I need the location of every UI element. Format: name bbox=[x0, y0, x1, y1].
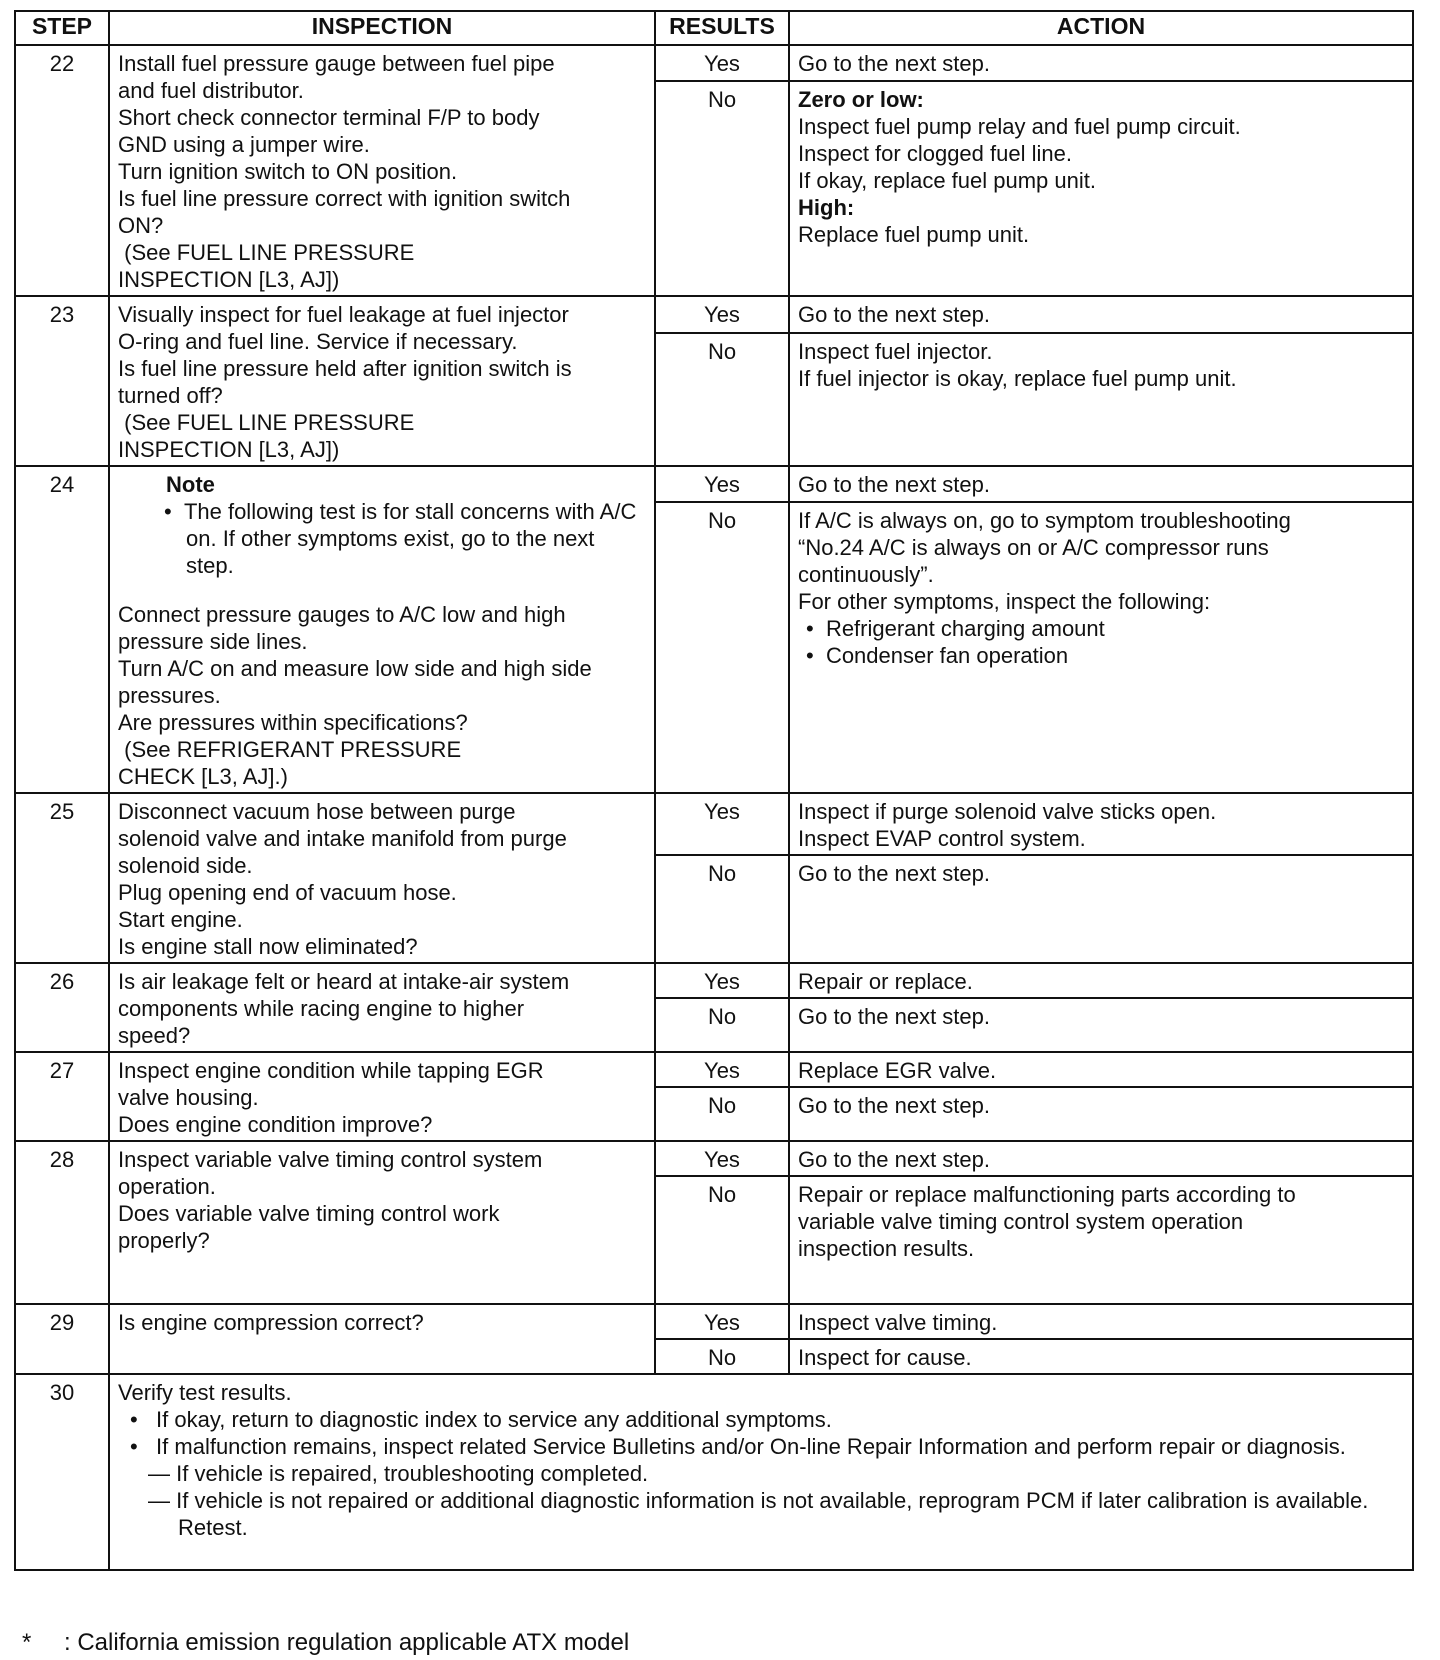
action-no: Inspect for cause. bbox=[789, 1339, 1413, 1374]
inspection-line: Install fuel pressure gauge between fuel pipe bbox=[118, 51, 555, 76]
inspection-line: operation. bbox=[118, 1174, 216, 1199]
note-bullet: • The following test is for stall concerns with A/C on. If other symptoms exist, go to the next step. bbox=[164, 499, 637, 578]
action-line: Inspect fuel injector. bbox=[798, 338, 993, 364]
action-bullet: • Condenser fan operation bbox=[806, 642, 1069, 668]
inspection-line: Visually inspect for fuel leakage at fuel injector bbox=[118, 302, 569, 327]
action-bullet-text: Condenser fan operation bbox=[825, 642, 1069, 668]
step-number: 29 bbox=[15, 1304, 109, 1374]
action-line: Inspect for clogged fuel line. bbox=[798, 141, 1072, 167]
action-line: If okay, replace fuel pump unit. bbox=[798, 168, 1096, 194]
inspection-line: Is air leakage felt or heard at intake-air system bbox=[118, 969, 570, 994]
result-yes: Yes bbox=[655, 793, 789, 855]
result-no: No bbox=[655, 1339, 789, 1374]
step-22-inspection bbox=[109, 45, 655, 296]
inspection-reference: INSPECTION [L3, AJ]) bbox=[118, 267, 340, 292]
troubleshooting-table bbox=[14, 10, 1414, 1571]
header-inspection: INSPECTION bbox=[109, 11, 655, 45]
step-30-row bbox=[15, 1374, 1413, 1570]
inspection-line: speed? bbox=[118, 1023, 191, 1048]
step-29-row-yes bbox=[15, 1304, 1413, 1339]
action-subheading: Zero or low: bbox=[798, 87, 924, 113]
diagnostic-table-sheet bbox=[14, 10, 1412, 1571]
result-no: No bbox=[655, 1176, 789, 1304]
verify-subitem: — If vehicle is repaired, troubleshooting completed. bbox=[148, 1461, 649, 1486]
inspection-line: Turn ignition switch to ON position. bbox=[118, 159, 458, 184]
action-yes: Go to the next step. bbox=[789, 296, 1413, 333]
inspection-line: Is fuel line pressure held after ignition switch is bbox=[118, 356, 572, 381]
inspection-line: solenoid side. bbox=[118, 853, 253, 878]
result-yes: Yes bbox=[655, 45, 789, 81]
inspection-line: solenoid valve and intake manifold from purge bbox=[118, 826, 567, 851]
inspection-line: properly? bbox=[118, 1228, 210, 1253]
header-row bbox=[15, 11, 1413, 45]
verify-subitem: — If vehicle is not repaired or additional diagnostic information is not available, reprogram PCM if later calibration is available. Retest. bbox=[148, 1488, 1369, 1540]
action-no: Go to the next step. bbox=[789, 998, 1413, 1052]
header-results: RESULTS bbox=[655, 11, 789, 45]
result-yes: Yes bbox=[655, 466, 789, 502]
inspection-reference: (See REFRIGERANT PRESSURE bbox=[118, 737, 462, 762]
result-no: No bbox=[655, 855, 789, 963]
result-no: No bbox=[655, 81, 789, 296]
verify-bullet: • If okay, return to diagnostic index to service any additional symptoms. bbox=[130, 1407, 832, 1432]
step-27-row-yes bbox=[15, 1052, 1413, 1087]
action-yes: Go to the next step. bbox=[789, 1141, 1413, 1176]
action-line: “No.24 A/C is always on or A/C compressor runs bbox=[798, 534, 1269, 560]
inspection-reference: (See FUEL LINE PRESSURE bbox=[118, 410, 415, 435]
step-number: 26 bbox=[15, 963, 109, 1052]
verify-bullet: • If malfunction remains, inspect related Service Bulletins and/or On-line Repair Information and perform repair or diagnosis. bbox=[130, 1434, 1346, 1459]
step-26-inspection bbox=[109, 963, 655, 1052]
result-yes: Yes bbox=[655, 1052, 789, 1087]
inspection-line: valve housing. bbox=[118, 1085, 259, 1110]
action-line: If fuel injector is okay, replace fuel pump unit. bbox=[798, 365, 1237, 391]
inspection-line: Are pressures within specifications? bbox=[118, 710, 468, 735]
inspection-line: Is engine stall now eliminated? bbox=[118, 934, 418, 959]
action-line: Inspect EVAP control system. bbox=[798, 826, 1086, 851]
action-line: inspection results. bbox=[798, 1236, 975, 1261]
action-no bbox=[789, 502, 1413, 793]
inspection-reference: (See FUEL LINE PRESSURE bbox=[118, 240, 415, 265]
action-line: If A/C is always on, go to symptom troubleshooting bbox=[798, 507, 1291, 533]
step-25-row-yes bbox=[15, 793, 1413, 855]
step-23-inspection bbox=[109, 296, 655, 466]
result-no: No bbox=[655, 1087, 789, 1141]
result-no: No bbox=[655, 998, 789, 1052]
action-no bbox=[789, 1176, 1413, 1304]
step-number: 27 bbox=[15, 1052, 109, 1141]
step-24-row-yes bbox=[15, 466, 1413, 502]
action-bullet-text: Refrigerant charging amount bbox=[825, 615, 1105, 641]
action-line: Inspect if purge solenoid valve sticks open. bbox=[798, 799, 1217, 824]
action-line: Inspect fuel pump relay and fuel pump circuit. bbox=[798, 114, 1241, 140]
action-yes bbox=[789, 793, 1413, 855]
step-24-inspection bbox=[109, 466, 655, 793]
result-yes: Yes bbox=[655, 1141, 789, 1176]
action-yes: Inspect valve timing. bbox=[789, 1304, 1413, 1339]
step-22-row-yes bbox=[15, 45, 1413, 81]
inspection-line: turned off? bbox=[118, 383, 223, 408]
step-28-inspection bbox=[109, 1141, 655, 1304]
verify-subitem-text: If vehicle is repaired, troubleshooting completed. bbox=[176, 1461, 649, 1486]
inspection-line: Connect pressure gauges to A/C low and high bbox=[118, 602, 566, 627]
inspection-line: pressures. bbox=[118, 683, 221, 708]
inspection-line: Inspect engine condition while tapping EGR bbox=[118, 1058, 544, 1083]
action-line: Repair or replace malfunctioning parts according to bbox=[798, 1182, 1296, 1207]
note-heading: Note bbox=[166, 472, 215, 497]
header-action: ACTION bbox=[789, 11, 1413, 45]
step-25-inspection bbox=[109, 793, 655, 963]
inspection-line: pressure side lines. bbox=[118, 629, 308, 654]
inspection-line: and fuel distributor. bbox=[118, 78, 304, 103]
verify-subitem-text: If vehicle is not repaired or additional diagnostic information is not available, reprogram PCM if later calibration is available. Retest. bbox=[176, 1488, 1369, 1540]
step-number: 30 bbox=[15, 1374, 109, 1570]
action-bullet: • Refrigerant charging amount bbox=[806, 615, 1105, 641]
result-yes: Yes bbox=[655, 296, 789, 333]
step-28-row-yes bbox=[15, 1141, 1413, 1176]
action-line: variable valve timing control system operation bbox=[798, 1209, 1244, 1234]
inspection-line: ON? bbox=[118, 213, 164, 238]
action-no: Go to the next step. bbox=[789, 855, 1413, 963]
step-number: 25 bbox=[15, 793, 109, 963]
inspection-line: Short check connector terminal F/P to body bbox=[118, 105, 540, 130]
inspection-reference: CHECK [L3, AJ].) bbox=[118, 764, 288, 789]
header-step: STEP bbox=[15, 11, 109, 45]
verify-bullet-text: If okay, return to diagnostic index to service any additional symptoms. bbox=[156, 1407, 832, 1432]
verify-bullet-text: If malfunction remains, inspect related Service Bulletins and/or On-line Repair Information and perform repair or diagnosis. bbox=[156, 1434, 1346, 1459]
action-line: For other symptoms, inspect the following: bbox=[798, 588, 1211, 614]
inspection-line: O-ring and fuel line. Service if necessary. bbox=[118, 329, 518, 354]
step-27-inspection bbox=[109, 1052, 655, 1141]
inspection-line: Is fuel line pressure correct with ignition switch bbox=[118, 186, 571, 211]
action-no bbox=[789, 81, 1413, 296]
step-30-verification bbox=[109, 1374, 1413, 1570]
step-number: 24 bbox=[15, 466, 109, 793]
action-yes: Go to the next step. bbox=[789, 466, 1413, 502]
action-yes: Replace EGR valve. bbox=[789, 1052, 1413, 1087]
action-no bbox=[789, 333, 1413, 467]
action-no: Go to the next step. bbox=[789, 1087, 1413, 1141]
action-subheading: High: bbox=[798, 195, 855, 221]
action-yes: Repair or replace. bbox=[789, 963, 1413, 998]
step-number: 23 bbox=[15, 296, 109, 466]
step-number: 28 bbox=[15, 1141, 109, 1304]
result-yes: Yes bbox=[655, 1304, 789, 1339]
result-no: No bbox=[655, 333, 789, 467]
inspection-line: Does variable valve timing control work bbox=[118, 1201, 500, 1226]
footnote bbox=[22, 1629, 629, 1657]
inspection-reference: INSPECTION [L3, AJ]) bbox=[118, 437, 340, 462]
action-line: continuously”. bbox=[798, 561, 934, 587]
step-23-row-yes bbox=[15, 296, 1413, 333]
action-line: Replace fuel pump unit. bbox=[798, 222, 1030, 248]
inspection-line: Does engine condition improve? bbox=[118, 1112, 433, 1137]
result-yes: Yes bbox=[655, 963, 789, 998]
inspection-line: Turn A/C on and measure low side and high side bbox=[118, 656, 592, 681]
inspection-line: components while racing engine to higher bbox=[118, 996, 525, 1021]
footnote-mark: * bbox=[22, 1629, 32, 1656]
step-29-inspection: Is engine compression correct? bbox=[109, 1304, 655, 1374]
inspection-line: Plug opening end of vacuum hose. bbox=[118, 880, 457, 905]
inspection-line: GND using a jumper wire. bbox=[118, 132, 370, 157]
inspection-line: Inspect variable valve timing control system bbox=[118, 1147, 543, 1172]
verify-intro: Verify test results. bbox=[118, 1380, 292, 1405]
step-number: 22 bbox=[15, 45, 109, 296]
result-no: No bbox=[655, 502, 789, 793]
note-text: The following test is for stall concerns with A/C on. If other symptoms exist, go to the next step. bbox=[183, 499, 637, 578]
inspection-line: Start engine. bbox=[118, 907, 243, 932]
step-26-row-yes bbox=[15, 963, 1413, 998]
action-yes: Go to the next step. bbox=[789, 45, 1413, 81]
footnote-text: : California emission regulation applicable ATX model bbox=[64, 1629, 630, 1656]
inspection-line: Disconnect vacuum hose between purge bbox=[118, 799, 516, 824]
